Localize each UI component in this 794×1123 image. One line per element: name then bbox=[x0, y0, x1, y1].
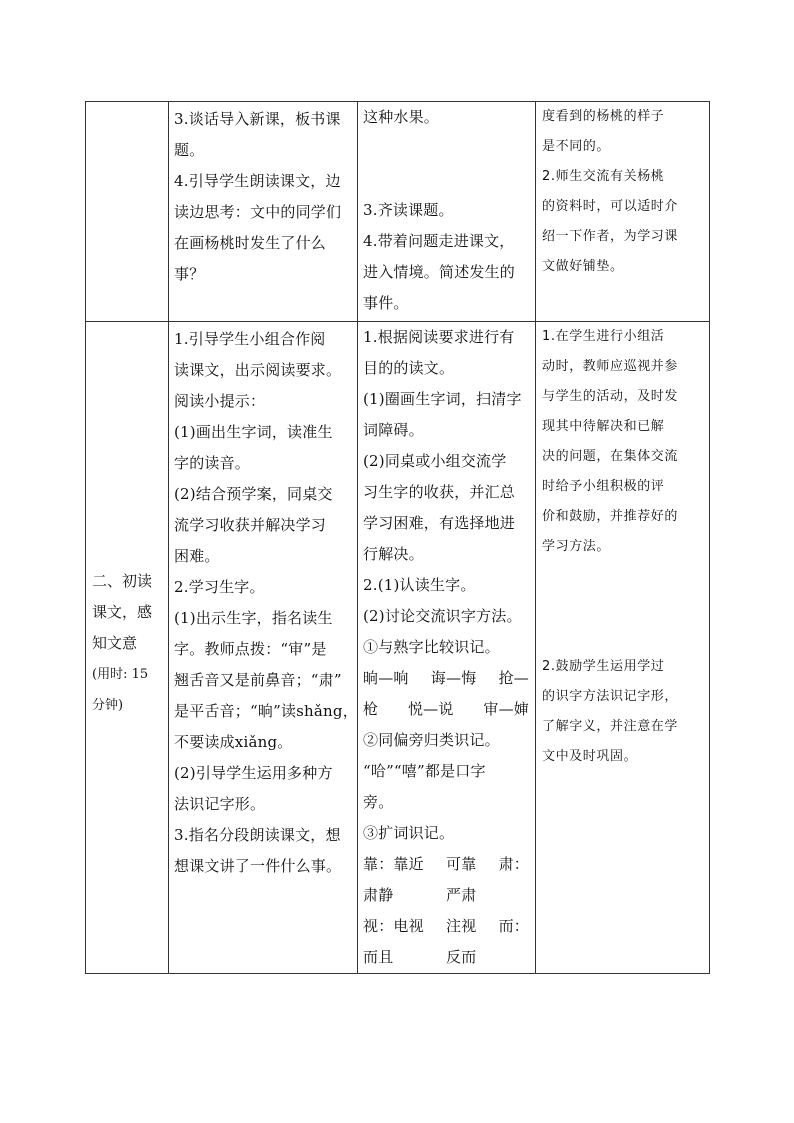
word-item: 靠：靠近 bbox=[363, 855, 424, 873]
text-line: 文中及时巩固。 bbox=[542, 749, 638, 764]
word-group-line bbox=[363, 694, 529, 725]
text-line: 3.谈话导入新课，板书课 bbox=[174, 110, 341, 128]
text-line: 4.带着问题走进课文， bbox=[363, 232, 515, 250]
text-line: 学习困难，有选择地进 bbox=[363, 514, 516, 532]
text-line: 4.引导学生朗读课文，边 bbox=[174, 172, 341, 190]
text-line: 二、初读 bbox=[92, 572, 153, 590]
text-line: 行解决。 bbox=[363, 545, 424, 563]
text-line: 2.鼓励学生运用学过 bbox=[542, 659, 665, 674]
text-line: 价和鼓励，并推荐好的 bbox=[542, 509, 679, 524]
teacher-activity-cell bbox=[169, 102, 358, 322]
text-line: 目的的读文。 bbox=[363, 359, 455, 377]
spacer bbox=[363, 164, 529, 195]
text-line: (2)结合预学案，同桌交 bbox=[174, 485, 333, 503]
word-item: 诲—悔 bbox=[430, 669, 477, 687]
text-line: 题。 bbox=[174, 141, 205, 159]
text-line: 课文，感 bbox=[92, 603, 153, 621]
table-row bbox=[86, 102, 710, 322]
text-line: 在画杨桃时发生了什么 bbox=[174, 234, 327, 252]
text-line: (1)出示生字，指名读生 bbox=[174, 609, 333, 627]
text-line: 1.在学生进行小组活 bbox=[542, 329, 665, 344]
text-line: 2.师生交流有关杨桃 bbox=[542, 169, 665, 184]
word-item: 反而 bbox=[446, 948, 477, 966]
text-line: (2)引导学生运用多种方 bbox=[174, 764, 333, 782]
text-line: 学习方法。 bbox=[542, 539, 611, 554]
text-line: 知文意 bbox=[92, 634, 138, 652]
text-line: 想课文讲了一件什么事。 bbox=[174, 857, 342, 875]
word-group-line bbox=[363, 663, 529, 694]
table-row bbox=[86, 322, 710, 974]
text-line: 事件。 bbox=[363, 294, 409, 312]
text-line: ②同偏旁归类识记。 bbox=[363, 731, 500, 749]
word-item: 严肃 bbox=[446, 886, 477, 904]
spacer bbox=[542, 622, 704, 652]
word-group-line bbox=[363, 942, 529, 973]
word-item: 可靠 bbox=[446, 855, 477, 873]
student-activity-cell bbox=[358, 322, 536, 974]
design-intent-cell bbox=[536, 102, 710, 322]
word-item: 枪 bbox=[363, 700, 379, 718]
text-line: 3.指名分段朗读课文，想 bbox=[174, 826, 341, 844]
text-line: 分钟) bbox=[92, 698, 124, 713]
text-line: 度看到的杨桃的样子 bbox=[542, 109, 665, 124]
text-line: 现其中待解决和已解 bbox=[542, 419, 665, 434]
word-item: 而且 bbox=[363, 948, 394, 966]
text-line: 动时，教师应巡视并参 bbox=[542, 359, 679, 374]
text-line: “哈”“嘻”都是口字 bbox=[363, 762, 486, 780]
text-line: 文做好铺垫。 bbox=[542, 259, 624, 274]
text-line: 是平舌音；“晌”读shǎng， bbox=[174, 702, 358, 720]
teacher-activity-cell bbox=[169, 322, 358, 974]
word-group-line bbox=[363, 880, 529, 911]
stage-cell bbox=[86, 322, 169, 974]
text-line: 1.引导学生小组合作阅 bbox=[174, 330, 326, 348]
word-item: 抢— bbox=[498, 669, 529, 687]
stage-cell-empty bbox=[86, 102, 169, 322]
word-item: 晌—响 bbox=[363, 669, 409, 687]
text-line: (1)圈画生字词，扫清字 bbox=[363, 390, 522, 408]
word-item: 肃： bbox=[498, 855, 529, 873]
text-line: 字。教师点拨：“审”是 bbox=[174, 640, 327, 658]
text-line: 3.齐读课题。 bbox=[363, 201, 454, 219]
text-line: 字的读音。 bbox=[174, 454, 251, 472]
word-group-line bbox=[363, 911, 529, 942]
text-line: 不要读成xiǎng。 bbox=[174, 733, 293, 751]
text-line: 词障碍。 bbox=[363, 421, 424, 439]
text-line: 2.学习生字。 bbox=[174, 578, 265, 596]
text-line: 了解字义，并注意在学 bbox=[542, 719, 679, 734]
text-line: ①与熟字比较识记。 bbox=[363, 638, 500, 656]
text-line: 是不同的。 bbox=[542, 139, 611, 154]
word-group-line bbox=[363, 849, 529, 880]
student-activity-cell bbox=[358, 102, 536, 322]
text-line: (2)同桌或小组交流学 bbox=[363, 452, 507, 470]
text-line: 与学生的活动，及时发 bbox=[542, 389, 679, 404]
text-line: 1.根据阅读要求进行有 bbox=[363, 328, 515, 346]
text-line: 流学习收获并解决学习 bbox=[174, 516, 327, 534]
text-line: 这种水果。 bbox=[363, 108, 440, 126]
text-line: 的识字方法识记字形， bbox=[542, 689, 679, 704]
word-item: 视：电视 bbox=[363, 917, 424, 935]
text-line: 阅读小提示： bbox=[174, 392, 266, 410]
text-line: (2)讨论交流识字方法。 bbox=[363, 607, 522, 625]
word-item: 而： bbox=[498, 917, 529, 935]
text-line: 2.(1)认读生字。 bbox=[363, 576, 476, 594]
text-line: 事？ bbox=[174, 265, 205, 283]
design-intent-cell bbox=[536, 322, 710, 974]
text-line: (1)画出生字词，读准生 bbox=[174, 423, 333, 441]
text-line: 决的问题，在集体交流 bbox=[542, 449, 679, 464]
spacer bbox=[542, 562, 704, 592]
text-line: 的资料时，可以适时介 bbox=[542, 199, 679, 214]
text-line: 读课文，出示阅读要求。 bbox=[174, 361, 342, 379]
text-line: ③扩词识记。 bbox=[363, 824, 455, 842]
word-item: 悦—说 bbox=[407, 700, 454, 718]
text-line: 翘舌音又是前鼻音；“肃” bbox=[174, 671, 342, 689]
text-line: 法识记字形。 bbox=[174, 795, 266, 813]
spacer bbox=[363, 133, 529, 164]
text-line: 时给予小组积极的评 bbox=[542, 479, 665, 494]
spacer bbox=[542, 592, 704, 622]
word-item: 审—婶 bbox=[483, 700, 529, 718]
text-line: 困难。 bbox=[174, 547, 220, 565]
text-line: 读边思考：文中的同学们 bbox=[174, 203, 342, 221]
text-line: 进入情境。简述发生的 bbox=[363, 263, 516, 281]
text-line: 旁。 bbox=[363, 793, 394, 811]
lesson-plan-table bbox=[85, 101, 710, 974]
text-line: 绍一下作者，为学习课 bbox=[542, 229, 679, 244]
word-item: 肃静 bbox=[363, 886, 394, 904]
text-line: (用时: 15 bbox=[92, 667, 149, 682]
text-line: 习生字的收获，并汇总 bbox=[363, 483, 516, 501]
word-item: 注视 bbox=[446, 917, 477, 935]
